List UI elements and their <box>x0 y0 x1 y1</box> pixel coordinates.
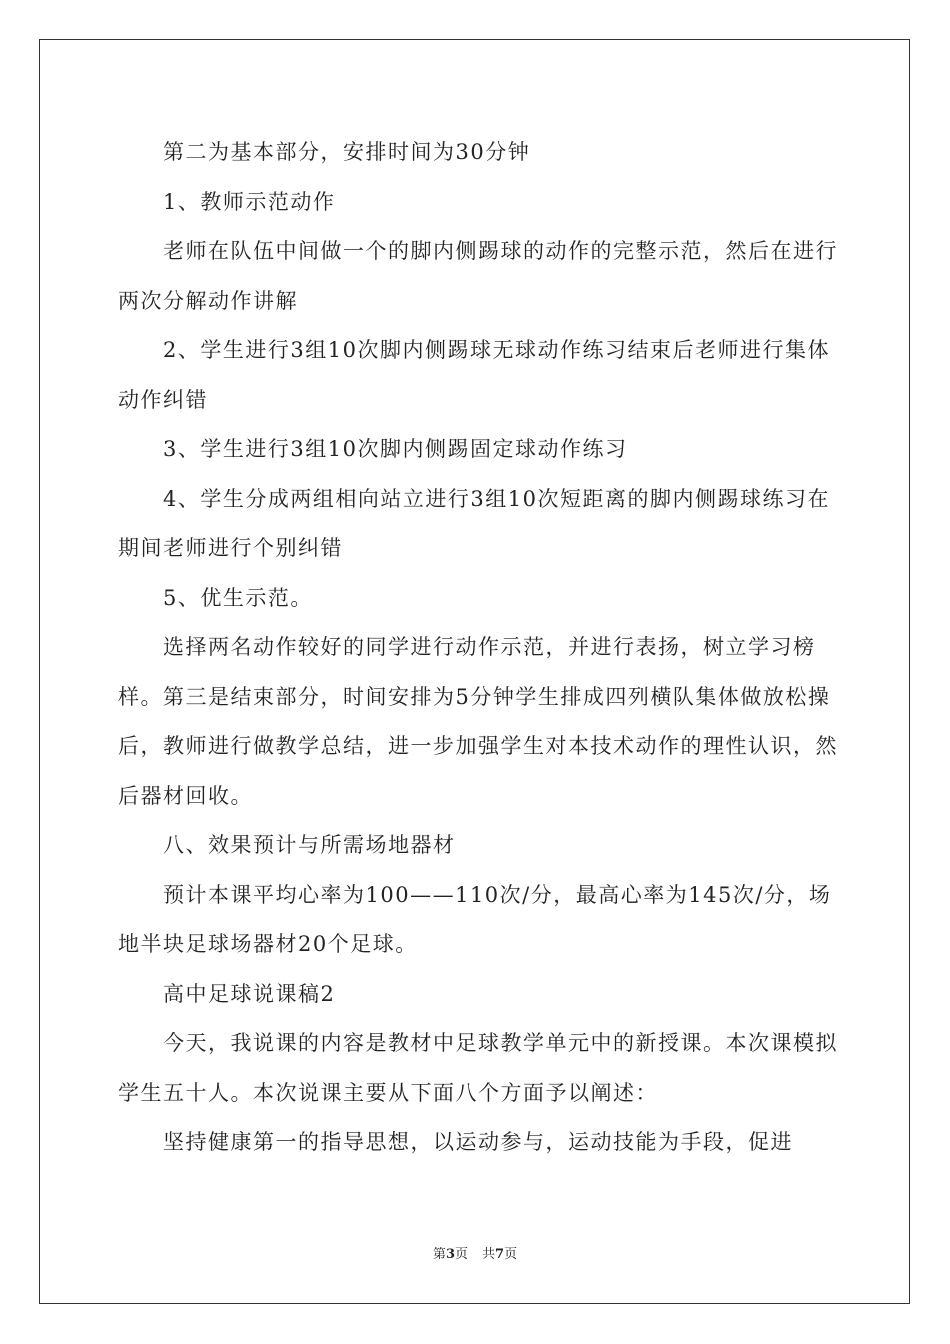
total-pages: 7 <box>495 1247 505 1262</box>
paragraph: 2、学生进行3组10次脚内侧踢球无球动作练习结束后老师进行集体动作纠错 <box>118 338 830 412</box>
paragraph: 4、学生分成两组相向站立进行3组10次短距离的脚内侧踢球练习在期间老师进行个别纠错 <box>118 486 830 560</box>
page-number: 3 <box>445 1247 455 1262</box>
page-footer <box>0 1243 950 1262</box>
total-suffix: 页 <box>504 1247 518 1262</box>
paragraph: 5、优生示范。 <box>163 585 313 610</box>
paragraph: 1、教师示范动作 <box>163 189 336 214</box>
paragraph: 今天，我说课的内容是教材中足球教学单元中的新授课。本次课模拟学生五十人。本次说课主要从下面八个方面予以阐述： <box>118 1031 838 1105</box>
paragraph: 八、效果预计与所需场地器材 <box>163 833 456 857</box>
paragraph: 老师在队伍中间做一个的脚内侧踢球的动作的完整示范，然后在进行两次分解动作讲解 <box>118 239 838 313</box>
paragraph: 选择两名动作较好的同学进行动作示范，并进行表扬，树立学习榜样。第三是结束部分，时间安排为5分钟学生排成四列横队集体做放松操后，教师进行做教学总结，进一步加强学生对本技术动作的理性认识，然后器材回收。 <box>118 635 838 808</box>
document-body <box>118 128 838 1168</box>
paragraph: 高中足球说课稿2 <box>163 981 336 1006</box>
paragraph: 3、学生进行3组10次脚内侧踢固定球动作练习 <box>163 437 628 461</box>
paragraph: 预计本课平均心率为100——110次/分，最高心率为145次/分，场地半块足球场器材20个足球。 <box>118 882 832 956</box>
paragraph: 第二为基本部分，安排时间为30分钟 <box>163 140 531 164</box>
total-prefix: 共 <box>482 1247 496 1262</box>
paragraph: 坚持健康第一的指导思想，以运动参与，运动技能为手段，促进 <box>163 1130 793 1154</box>
page-prefix: 第 <box>432 1247 446 1262</box>
page-suffix: 页 <box>454 1247 468 1262</box>
